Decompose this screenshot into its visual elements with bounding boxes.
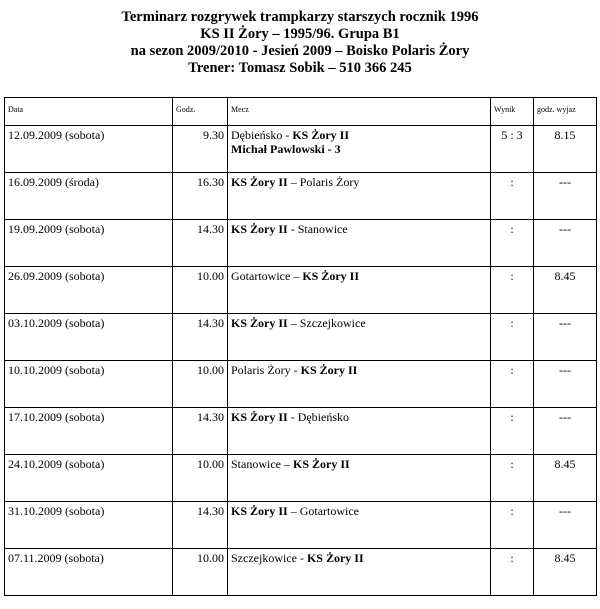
away-team: KS Żory II — [300, 363, 358, 377]
departure-time: --- — [534, 173, 597, 220]
away-team: KS Żory II — [302, 269, 359, 283]
match-date: 10.10.2009 (sobota) — [5, 361, 173, 408]
match-date: 03.10.2009 (sobota) — [5, 314, 173, 361]
table-row — [5, 220, 597, 267]
match-time: 14.30 — [173, 314, 228, 361]
document-header — [0, 9, 600, 77]
team-group-line: KS II Żory – 1995/96. Grupa B1 — [200, 26, 400, 42]
match-cell — [228, 173, 491, 220]
match-time: 10.00 — [173, 267, 228, 314]
match-cell — [228, 267, 491, 314]
team-separator: - — [282, 128, 293, 142]
table-row — [5, 314, 597, 361]
match-time: 14.30 — [173, 408, 228, 455]
match-cell — [228, 502, 491, 549]
table-header-row — [5, 98, 597, 126]
match-result: : — [491, 314, 534, 361]
departure-time: 8.45 — [534, 549, 597, 596]
home-team: Gotartowice — [231, 269, 291, 283]
table-row — [5, 408, 597, 455]
column-header-result: Wynik — [491, 98, 534, 126]
match-date: 07.11.2009 (sobota) — [5, 549, 173, 596]
table-row — [5, 126, 597, 173]
table-row — [5, 361, 597, 408]
departure-time: 8.15 — [534, 126, 597, 173]
away-team: Stanowice — [297, 222, 348, 236]
match-result: : — [491, 220, 534, 267]
team-separator: – — [287, 316, 300, 330]
home-team: Stanowice — [231, 457, 281, 471]
match-cell — [228, 455, 491, 502]
team-separator: - — [287, 410, 298, 424]
match-result: 5 : 3 — [491, 126, 534, 173]
departure-time: --- — [534, 361, 597, 408]
away-team: KS Żory II — [306, 551, 364, 565]
schedule-table — [4, 97, 597, 596]
match-result: : — [491, 267, 534, 314]
match-cell — [228, 408, 491, 455]
match-date: 16.09.2009 (środa) — [5, 173, 173, 220]
away-team: KS Żory II — [292, 128, 350, 142]
home-team: Polaris Żory — [231, 363, 291, 377]
home-team: KS Żory II — [231, 222, 288, 236]
match-cell — [228, 126, 491, 173]
match-time: 14.30 — [173, 220, 228, 267]
match-time: 10.00 — [173, 361, 228, 408]
match-date: 24.10.2009 (sobota) — [5, 455, 173, 502]
goal-scorer: Michał Pawlowski - 3 — [231, 142, 341, 156]
departure-time: 8.45 — [534, 455, 597, 502]
team-separator: - — [296, 551, 307, 565]
away-team: Dębieńsko — [297, 410, 350, 424]
home-team: KS Żory II — [231, 410, 288, 424]
match-date: 17.10.2009 (sobota) — [5, 408, 173, 455]
team-separator: – — [290, 269, 303, 283]
match-cell — [228, 549, 491, 596]
departure-time: --- — [534, 408, 597, 455]
team-separator: - — [290, 363, 301, 377]
table-row — [5, 173, 597, 220]
home-team: Szczejkowice — [231, 551, 297, 565]
match-time: 10.00 — [173, 549, 228, 596]
title-line: Terminarz rozgrywek trampkarzy starszych rocznik 1996 — [121, 9, 479, 25]
match-date: 31.10.2009 (sobota) — [5, 502, 173, 549]
match-date: 26.09.2009 (sobota) — [5, 267, 173, 314]
departure-time: --- — [534, 502, 597, 549]
season-line: na sezon 2009/2010 - Jesień 2009 – Boisko Polaris Żory — [130, 43, 470, 59]
team-separator: – — [287, 504, 300, 518]
table-row — [5, 267, 597, 314]
match-result: : — [491, 361, 534, 408]
away-team: Szczejkowice — [299, 316, 366, 330]
match-time: 10.00 — [173, 455, 228, 502]
departure-time: --- — [534, 220, 597, 267]
match-time: 9.30 — [173, 126, 228, 173]
away-team: KS Żory II — [293, 457, 350, 471]
table-row — [5, 455, 597, 502]
team-separator: – — [281, 457, 293, 471]
match-result: : — [491, 455, 534, 502]
match-time: 16.30 — [173, 173, 228, 220]
match-time: 14.30 — [173, 502, 228, 549]
match-cell — [228, 220, 491, 267]
column-header-match: Mecz — [228, 98, 491, 126]
away-team: Gotartowice — [299, 504, 359, 518]
match-result: : — [491, 408, 534, 455]
table-row — [5, 549, 597, 596]
away-team: Polaris Żory — [299, 175, 360, 189]
table-row — [5, 502, 597, 549]
column-header-departure: godz. wyjaz — [534, 98, 597, 126]
match-date: 12.09.2009 (sobota) — [5, 126, 173, 173]
home-team: KS Żory II — [231, 316, 288, 330]
home-team: Dębieńsko — [231, 128, 283, 142]
departure-time: --- — [534, 314, 597, 361]
match-result: : — [491, 173, 534, 220]
column-header-date: Data — [5, 98, 173, 126]
schedule-body — [5, 126, 597, 596]
home-team: KS Żory II — [231, 504, 288, 518]
match-cell — [228, 314, 491, 361]
match-cell — [228, 361, 491, 408]
match-date: 19.09.2009 (sobota) — [5, 220, 173, 267]
column-header-time: Godz. — [173, 98, 228, 126]
coach-line: Trener: Tomasz Sobik – 510 366 245 — [188, 60, 412, 76]
match-result: : — [491, 502, 534, 549]
home-team: KS Żory II — [231, 175, 288, 189]
match-result: : — [491, 549, 534, 596]
departure-time: 8.45 — [534, 267, 597, 314]
team-separator: - — [287, 222, 298, 236]
team-separator: – — [287, 175, 300, 189]
